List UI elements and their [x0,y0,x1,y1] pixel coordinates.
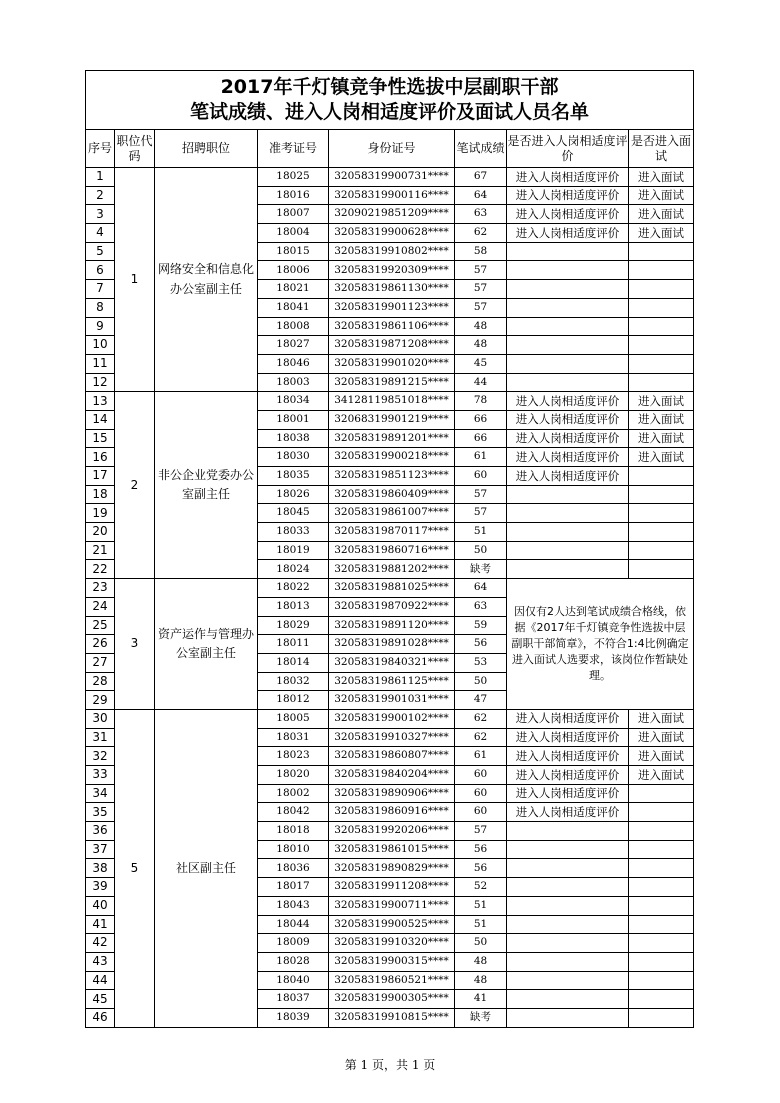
cell-score: 64 [455,186,507,205]
cell-seq: 46 [86,1008,115,1027]
cell-interview [629,467,694,486]
cell-exam-id: 18037 [258,990,329,1009]
cell-score: 57 [455,485,507,504]
cell-exam-id: 18029 [258,616,329,635]
cell-id-number: 32058319870922**** [329,597,455,616]
cell-seq: 6 [86,261,115,280]
cell-eval [507,896,629,915]
cell-score: 61 [455,448,507,467]
cell-eval: 进入人岗相适度评价 [507,709,629,728]
cell-position-code: 2 [115,392,155,579]
cell-seq: 15 [86,429,115,448]
cell-seq: 43 [86,952,115,971]
cell-id-number: 32058319900731**** [329,168,455,187]
cell-score: 50 [455,934,507,953]
cell-id-number: 32058319860807**** [329,747,455,766]
cell-score: 64 [455,579,507,598]
cell-eval [507,485,629,504]
cell-score: 59 [455,616,507,635]
cell-id-number: 32058319901123**** [329,298,455,317]
cell-id-number: 34128119851018**** [329,392,455,411]
cell-eval [507,336,629,355]
cell-seq: 28 [86,672,115,691]
cell-interview [629,504,694,523]
cell-id-number: 32058319900305**** [329,990,455,1009]
cell-seq: 39 [86,878,115,897]
header-row [86,130,694,168]
cell-eval: 进入人岗相适度评价 [507,429,629,448]
cell-exam-id: 18014 [258,653,329,672]
cell-interview [629,859,694,878]
cell-interview [629,803,694,822]
cell-score: 66 [455,429,507,448]
cell-position-code: 1 [115,168,155,392]
cell-exam-id: 18025 [258,168,329,187]
cell-eval: 进入人岗相适度评价 [507,766,629,785]
cell-id-number: 32058319860409**** [329,485,455,504]
cell-id-number: 32058319861125**** [329,672,455,691]
cell-id-number: 32058319890906**** [329,784,455,803]
cell-exam-id: 18024 [258,560,329,579]
cell-score: 48 [455,317,507,336]
title-line-1: 2017年千灯镇竞争性选拔中层副职干部 [220,76,559,99]
cell-score: 41 [455,990,507,1009]
cell-score: 60 [455,467,507,486]
cell-id-number: 32058319900628**** [329,224,455,243]
cell-exam-id: 18026 [258,485,329,504]
cell-score: 缺考 [455,560,507,579]
cell-seq: 3 [86,205,115,224]
cell-interview: 进入面试 [629,205,694,224]
cell-id-number: 32058319900525**** [329,915,455,934]
cell-score: 57 [455,298,507,317]
table-row [86,709,694,728]
cell-score: 66 [455,410,507,429]
cell-seq: 16 [86,448,115,467]
cell-id-number: 32058319901031**** [329,691,455,710]
cell-seq: 36 [86,822,115,841]
cell-interview [629,261,694,280]
cell-interview: 进入面试 [629,392,694,411]
cell-id-number: 32058319920206**** [329,822,455,841]
cell-exam-id: 18041 [258,298,329,317]
cell-interview: 进入面试 [629,224,694,243]
cell-eval [507,990,629,1009]
cell-eval [507,971,629,990]
cell-seq: 24 [86,597,115,616]
cell-interview [629,485,694,504]
cell-eval: 进入人岗相适度评价 [507,448,629,467]
cell-score: 58 [455,242,507,261]
cell-interview: 进入面试 [629,709,694,728]
cell-id-number: 32058319860521**** [329,971,455,990]
cell-seq: 41 [86,915,115,934]
cell-score: 57 [455,504,507,523]
cell-seq: 19 [86,504,115,523]
cell-score: 60 [455,784,507,803]
cell-score: 62 [455,728,507,747]
cell-seq: 7 [86,280,115,299]
cell-score: 48 [455,971,507,990]
cell-eval: 进入人岗相适度评价 [507,224,629,243]
header-exam-id: 准考证号 [258,130,329,168]
cell-interview [629,317,694,336]
cell-seq: 11 [86,354,115,373]
cell-eval: 进入人岗相适度评价 [507,168,629,187]
cell-eval [507,541,629,560]
cell-eval: 进入人岗相适度评价 [507,784,629,803]
cell-score: 57 [455,822,507,841]
cell-id-number: 32058319891120**** [329,616,455,635]
cell-seq: 9 [86,317,115,336]
cell-seq: 2 [86,186,115,205]
cell-position-code: 5 [115,709,155,1027]
cell-exam-id: 18028 [258,952,329,971]
cell-seq: 8 [86,298,115,317]
cell-seq: 32 [86,747,115,766]
cell-eval [507,952,629,971]
cell-eval: 进入人岗相适度评价 [507,803,629,822]
cell-exam-id: 18022 [258,579,329,598]
cell-exam-id: 18034 [258,392,329,411]
cell-interview [629,1008,694,1027]
cell-exam-id: 18006 [258,261,329,280]
cell-id-number: 32058319861106**** [329,317,455,336]
cell-seq: 18 [86,485,115,504]
header-interview: 是否进入面试 [629,130,694,168]
header-score: 笔试成绩 [455,130,507,168]
cell-exam-id: 18046 [258,354,329,373]
cell-eval: 进入人岗相适度评价 [507,747,629,766]
cell-exam-id: 18013 [258,597,329,616]
cell-exam-id: 18005 [258,709,329,728]
cell-exam-id: 18035 [258,467,329,486]
cell-seq: 22 [86,560,115,579]
cell-score: 51 [455,915,507,934]
cell-seq: 40 [86,896,115,915]
cell-score: 50 [455,672,507,691]
cell-score: 缺考 [455,1008,507,1027]
cell-id-number: 32058319861130**** [329,280,455,299]
cell-seq: 27 [86,653,115,672]
cell-eval [507,298,629,317]
cell-exam-id: 18032 [258,672,329,691]
title-line-2: 笔试成绩、进入人岗相适度评价及面试人员名单 [190,101,590,123]
cell-score: 48 [455,952,507,971]
cell-seq: 10 [86,336,115,355]
cell-interview [629,541,694,560]
table-row [86,168,694,187]
cell-id-number: 32058319840321**** [329,653,455,672]
cell-id-number: 32058319881025**** [329,579,455,598]
cell-score: 56 [455,840,507,859]
cell-seq: 5 [86,242,115,261]
cell-id-number: 32058319891201**** [329,429,455,448]
cell-seq: 13 [86,392,115,411]
cell-eval [507,1008,629,1027]
cell-interview [629,242,694,261]
cell-eval [507,915,629,934]
cell-group-note: 因仅有2人达到笔试成绩合格线，依据《2017年千灯镇竞争性选拔中层副职干部简章》，不符合1:4比例确定进入面试人选要求，该岗位作暂缺处理。 [507,579,694,710]
cell-score: 44 [455,373,507,392]
cell-eval [507,373,629,392]
cell-seq: 29 [86,691,115,710]
cell-interview [629,354,694,373]
cell-seq: 31 [86,728,115,747]
cell-eval [507,242,629,261]
cell-exam-id: 18018 [258,822,329,841]
cell-score: 60 [455,803,507,822]
cell-exam-id: 18019 [258,541,329,560]
cell-id-number: 32058319900315**** [329,952,455,971]
cell-position-name: 网络安全和信息化办公室副主任 [155,168,258,392]
results-table [85,70,694,1028]
cell-seq: 26 [86,635,115,654]
cell-eval: 进入人岗相适度评价 [507,728,629,747]
cell-score: 61 [455,747,507,766]
cell-eval: 进入人岗相适度评价 [507,467,629,486]
cell-interview [629,784,694,803]
cell-score: 50 [455,541,507,560]
cell-eval [507,280,629,299]
cell-seq: 12 [86,373,115,392]
cell-interview [629,523,694,542]
header-id-number: 身份证号 [329,130,455,168]
cell-score: 48 [455,336,507,355]
cell-exam-id: 18023 [258,747,329,766]
cell-interview [629,990,694,1009]
cell-score: 51 [455,896,507,915]
cell-id-number: 32058319851123**** [329,467,455,486]
cell-score: 67 [455,168,507,187]
cell-eval [507,560,629,579]
cell-score: 62 [455,709,507,728]
cell-score: 52 [455,878,507,897]
table-row [86,392,694,411]
cell-seq: 37 [86,840,115,859]
cell-id-number: 32058319890829**** [329,859,455,878]
cell-seq: 38 [86,859,115,878]
cell-interview [629,878,694,897]
cell-exam-id: 18043 [258,896,329,915]
cell-id-number: 32058319840204**** [329,766,455,785]
cell-id-number: 32068319901219**** [329,410,455,429]
cell-seq: 4 [86,224,115,243]
cell-exam-id: 18042 [258,803,329,822]
header-eval: 是否进入人岗相适度评价 [507,130,629,168]
cell-interview: 进入面试 [629,728,694,747]
cell-id-number: 32058319871208**** [329,336,455,355]
cell-score: 78 [455,392,507,411]
cell-interview [629,840,694,859]
cell-exam-id: 18001 [258,410,329,429]
cell-exam-id: 18004 [258,224,329,243]
cell-score: 45 [455,354,507,373]
cell-exam-id: 18016 [258,186,329,205]
cell-exam-id: 18008 [258,317,329,336]
cell-interview [629,915,694,934]
cell-eval [507,934,629,953]
cell-seq: 1 [86,168,115,187]
cell-interview [629,822,694,841]
cell-eval: 进入人岗相适度评价 [507,186,629,205]
cell-seq: 23 [86,579,115,598]
cell-exam-id: 18038 [258,429,329,448]
cell-interview [629,952,694,971]
cell-exam-id: 18010 [258,840,329,859]
cell-eval [507,878,629,897]
cell-id-number: 32058319900102**** [329,709,455,728]
header-code: 职位代码 [115,130,155,168]
cell-exam-id: 18002 [258,784,329,803]
cell-id-number: 32058319861015**** [329,840,455,859]
cell-interview [629,373,694,392]
cell-exam-id: 18036 [258,859,329,878]
cell-interview [629,934,694,953]
table-row [86,579,694,598]
cell-interview [629,560,694,579]
cell-exam-id: 18039 [258,1008,329,1027]
cell-interview [629,280,694,299]
cell-interview: 进入面试 [629,168,694,187]
cell-position-name: 社区副主任 [155,709,258,1027]
cell-seq: 44 [86,971,115,990]
cell-eval [507,354,629,373]
cell-exam-id: 18045 [258,504,329,523]
cell-score: 62 [455,224,507,243]
cell-id-number: 32058319910320**** [329,934,455,953]
cell-seq: 42 [86,934,115,953]
cell-eval [507,523,629,542]
cell-exam-id: 18003 [258,373,329,392]
document-title [86,71,694,130]
cell-eval [507,822,629,841]
cell-interview: 进入面试 [629,766,694,785]
cell-position-name: 非公企业党委办公室副主任 [155,392,258,579]
cell-interview: 进入面试 [629,186,694,205]
cell-seq: 14 [86,410,115,429]
cell-exam-id: 18021 [258,280,329,299]
cell-interview: 进入面试 [629,448,694,467]
cell-eval [507,317,629,336]
cell-id-number: 32058319900218**** [329,448,455,467]
cell-exam-id: 18011 [258,635,329,654]
cell-eval [507,261,629,280]
cell-score: 56 [455,859,507,878]
cell-score: 63 [455,597,507,616]
cell-score: 51 [455,523,507,542]
cell-id-number: 32090219851209**** [329,205,455,224]
cell-id-number: 32058319910815**** [329,1008,455,1027]
cell-exam-id: 18044 [258,915,329,934]
cell-score: 53 [455,653,507,672]
cell-id-number: 32058319920309**** [329,261,455,280]
cell-id-number: 32058319891028**** [329,635,455,654]
cell-id-number: 32058319901020**** [329,354,455,373]
cell-seq: 33 [86,766,115,785]
cell-exam-id: 18017 [258,878,329,897]
cell-score: 57 [455,280,507,299]
cell-exam-id: 18007 [258,205,329,224]
cell-exam-id: 18031 [258,728,329,747]
cell-eval [507,859,629,878]
header-position: 招聘职位 [155,130,258,168]
cell-id-number: 32058319910802**** [329,242,455,261]
cell-seq: 17 [86,467,115,486]
cell-id-number: 32058319911208**** [329,878,455,897]
cell-seq: 45 [86,990,115,1009]
cell-id-number: 32058319881202**** [329,560,455,579]
cell-score: 60 [455,766,507,785]
cell-interview [629,298,694,317]
cell-interview: 进入面试 [629,410,694,429]
cell-position-name: 资产运作与管理办公室副主任 [155,579,258,710]
cell-seq: 35 [86,803,115,822]
cell-seq: 20 [86,523,115,542]
cell-exam-id: 18030 [258,448,329,467]
cell-exam-id: 18040 [258,971,329,990]
cell-id-number: 32058319861007**** [329,504,455,523]
cell-seq: 34 [86,784,115,803]
cell-eval [507,504,629,523]
header-seq: 序号 [86,130,115,168]
cell-seq: 21 [86,541,115,560]
cell-score: 63 [455,205,507,224]
cell-exam-id: 18015 [258,242,329,261]
cell-score: 47 [455,691,507,710]
cell-eval [507,840,629,859]
cell-eval: 进入人岗相适度评价 [507,205,629,224]
cell-interview: 进入面试 [629,747,694,766]
cell-id-number: 32058319900116**** [329,186,455,205]
cell-exam-id: 18020 [258,766,329,785]
cell-eval: 进入人岗相适度评价 [507,410,629,429]
cell-exam-id: 18009 [258,934,329,953]
cell-eval: 进入人岗相适度评价 [507,392,629,411]
cell-id-number: 32058319891215**** [329,373,455,392]
cell-score: 57 [455,261,507,280]
cell-interview: 进入面试 [629,429,694,448]
cell-exam-id: 18027 [258,336,329,355]
cell-id-number: 32058319910327**** [329,728,455,747]
cell-position-code: 3 [115,579,155,710]
page-footer: 第 1 页，共 1 页 [344,1058,436,1072]
cell-interview [629,336,694,355]
cell-exam-id: 18033 [258,523,329,542]
cell-id-number: 32058319870117**** [329,523,455,542]
cell-interview [629,971,694,990]
cell-id-number: 32058319860916**** [329,803,455,822]
cell-seq: 30 [86,709,115,728]
cell-id-number: 32058319900711**** [329,896,455,915]
cell-exam-id: 18012 [258,691,329,710]
cell-id-number: 32058319860716**** [329,541,455,560]
cell-interview [629,896,694,915]
cell-score: 56 [455,635,507,654]
cell-seq: 25 [86,616,115,635]
